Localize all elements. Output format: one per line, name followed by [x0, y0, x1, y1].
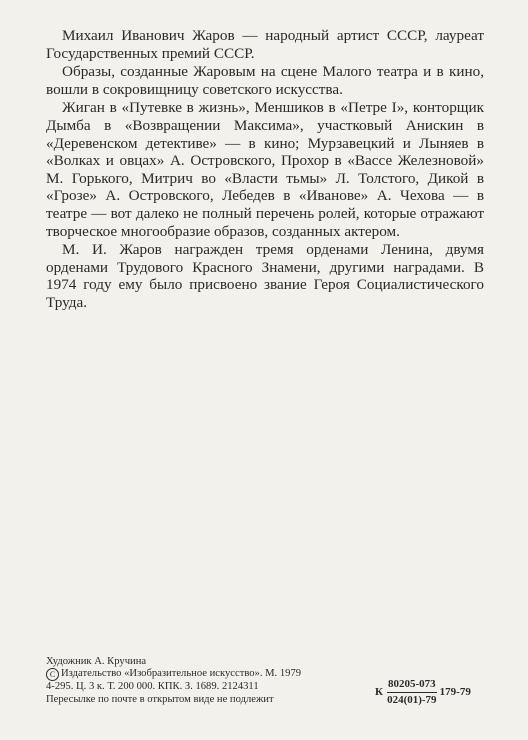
artist-credit: Художник А. Кручина [46, 656, 147, 667]
catalog-index-numerator: 80205-073 [387, 678, 437, 693]
publisher-text: Издательство «Изобразительное искусство». М. 1979 [61, 668, 302, 680]
bio-paragraph-2: Образы, созданные Жаровым на сцене Малого театра и в кино, вошли в сокровищницу советского искусства. [46, 63, 484, 98]
catalog-index-denominator: 024(01)-79 [387, 694, 437, 706]
biography-text [46, 27, 484, 312]
copyright-icon: C [46, 668, 59, 681]
catalog-index [375, 678, 471, 707]
catalog-index-suffix: 179-79 [439, 686, 471, 698]
bio-paragraph-3: Жиган в «Путевке в жизнь», Меншиков в «Петре I», конторщик Дымба в «Возвращении Максима», участковый Анискин в «Деревенском детективе» — в кино; Мурзавецкий и Лыняев в «Волках и овцах» А. Островского, Прохор в «Вассе Железновой» М. Горького, Митрич во «Власти тьмы» Л. Толстого, Дикой в «Грозе» А. Островского, Лебедев в «Иванове» А. Чехова — в театре — вот далеко не полный перечень ролей, которые отражают творческое многообразие образов, созданных актером. [46, 99, 484, 240]
mailing-note: Пересылке по почте в открытом виде не подлежит [46, 693, 274, 705]
catalog-index-prefix: К [375, 686, 383, 698]
bio-paragraph-4: М. И. Жаров награжден тремя орденами Ленина, двумя орденами Трудового Красного Знамени, другими наградами. В 1974 году ему было присвоено звание Героя Социалистического Труда. [46, 241, 484, 311]
print-info: 4-295. Ц. 3 к. Т. 200 000. КПК. З. 1689. 2124311 [46, 681, 259, 693]
bio-paragraph-1: Михаил Иванович Жаров — народный артист СССР, лауреат Государственных премий СССР. [46, 27, 484, 62]
catalog-index-fraction [387, 678, 437, 707]
